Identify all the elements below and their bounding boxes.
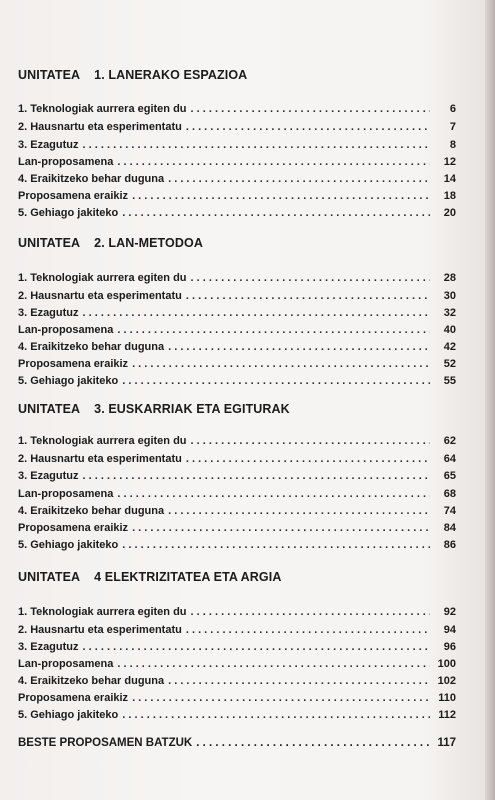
toc-entry-page: 32 [443,307,456,319]
toc-entry-label: 4. Eraikitzeko behar duguna [18,341,165,353]
toc-entry [18,121,456,137]
toc-entry-page: 8 [449,139,456,151]
toc-entry-page: 14 [443,173,456,185]
leader-dots [117,658,430,670]
leader-dots [122,207,430,219]
toc-entry-page: 12 [443,156,456,168]
toc-entry-label: 1. Teknologiak aurrera egiten du [18,103,187,115]
leader-dots [83,139,430,151]
toc-entry [18,156,456,172]
toc-entry [18,470,456,486]
leader-dots [186,290,430,302]
leader-dots [196,737,430,749]
toc-entry-label: 4. Eraikitzeko behar duguna [18,505,165,517]
toc-entry [18,358,456,374]
toc-entry-page: 110 [438,692,456,704]
leader-dots [117,156,430,168]
toc-entry-label: 5. Gehiago jakiteko [18,207,119,219]
toc-entry [18,139,456,155]
toc-entry-page: 64 [443,453,456,465]
toc-entry [18,505,456,521]
leader-dots [132,190,430,202]
unit-label: UNITATEA [18,68,81,82]
unit-heading [18,402,290,416]
toc-entry-page: 112 [438,709,456,721]
toc-entry [18,488,456,504]
toc-entry-page: 86 [443,539,456,551]
toc-entry [18,539,456,555]
toc-entry-label: 2. Hausnartu eta esperimentatu [18,453,182,465]
toc-entry [18,207,456,223]
leader-dots [186,624,430,636]
leader-dots [191,435,430,447]
extra-entry-label: BESTE PROPOSAMEN BATZUK [18,737,193,749]
toc-entry-page: 100 [437,658,456,670]
leader-dots [168,675,430,687]
toc-entry-label: 1. Teknologiak aurrera egiten du [18,272,187,284]
toc-entry-page: 55 [443,375,456,387]
toc-entry [18,658,456,674]
leader-dots [186,121,430,133]
leader-dots [83,641,430,653]
leader-dots [168,341,430,353]
toc-entry-label: 3. Ezagutuz [18,641,79,653]
toc-entry-label: 1. Teknologiak aurrera egiten du [18,435,187,447]
toc-entry-label: 3. Ezagutuz [18,307,79,319]
unit-title: 2. LAN-METODOA [94,236,203,250]
toc-entry-label: Lan-proposamena [18,488,114,500]
toc-entry [18,307,456,323]
toc-entry [18,375,456,391]
toc-entry-page: 7 [449,121,456,133]
toc-entry-label: Lan-proposamena [18,324,114,336]
unit-title: 3. EUSKARRIAK ETA EGITURAK [94,402,290,416]
toc-entry-page: 92 [443,606,456,618]
toc-entry [18,606,456,622]
toc-entry [18,675,456,691]
leader-dots [168,173,430,185]
toc-entry-page: 6 [449,103,456,115]
toc-entry-label: Proposamena eraikiz [18,522,129,534]
toc-entry-label: Proposamena eraikiz [18,692,129,704]
extra-entry [18,737,456,749]
toc-entry-label: 4. Eraikitzeko behar duguna [18,675,165,687]
toc-entry-label: 2. Hausnartu eta esperimentatu [18,121,182,133]
toc-entry [18,624,456,640]
toc-entry [18,341,456,357]
toc-entry-page: 20 [443,207,456,219]
toc-entry [18,709,456,725]
leader-dots [132,522,430,534]
leader-dots [168,505,430,517]
toc-entry-page: 84 [443,522,456,534]
toc-entry-page: 40 [443,324,456,336]
toc-entry-page: 94 [443,624,456,636]
unit-label: UNITATEA [18,570,81,584]
toc-entry-label: Lan-proposamena [18,156,114,168]
toc-entry-label: Lan-proposamena [18,658,114,670]
toc-entry-label: Proposamena eraikiz [18,190,129,202]
toc-entry [18,272,456,288]
toc-entry-label: 5. Gehiago jakiteko [18,539,119,551]
unit-heading [18,68,247,82]
leader-dots [132,358,430,370]
toc-entry-page: 96 [443,641,456,653]
leader-dots [83,307,430,319]
toc-entry [18,692,456,708]
toc-entry [18,453,456,469]
toc-entry-page: 74 [443,505,456,517]
leader-dots [117,488,430,500]
toc-entry-page: 42 [443,341,456,353]
toc-entry [18,290,456,306]
toc-entry-page: 62 [443,435,456,447]
extra-entry-page: 117 [437,737,456,749]
unit-heading [18,236,203,250]
toc-entry-page: 30 [443,290,456,302]
leader-dots [191,272,430,284]
leader-dots [122,709,430,721]
toc-entry-page: 65 [443,470,456,482]
unit-label: UNITATEA [18,236,81,250]
toc-entry [18,173,456,189]
leader-dots [122,539,430,551]
toc-entry-label: 3. Ezagutuz [18,139,79,151]
toc-entry-label: Proposamena eraikiz [18,358,129,370]
leader-dots [186,453,430,465]
unit-heading [18,570,281,584]
page-edge [485,0,495,800]
toc-entry-page: 28 [443,272,456,284]
leader-dots [83,470,430,482]
toc-entry [18,324,456,340]
leader-dots [132,692,430,704]
toc-entry-label: 5. Gehiago jakiteko [18,709,119,721]
leader-dots [117,324,430,336]
toc-entry [18,103,456,119]
unit-label: UNITATEA [18,402,81,416]
toc-entry-label: 2. Hausnartu eta esperimentatu [18,624,182,636]
toc-entry-page: 18 [443,190,456,202]
toc-entry-label: 5. Gehiago jakiteko [18,375,119,387]
toc-entry [18,190,456,206]
toc-entry [18,435,456,451]
toc-entry [18,522,456,538]
toc-entry-page: 102 [437,675,456,687]
toc-entry-label: 1. Teknologiak aurrera egiten du [18,606,187,618]
toc-entry-page: 68 [443,488,456,500]
toc-entry-label: 4. Eraikitzeko behar duguna [18,173,165,185]
toc-entry-label: 2. Hausnartu eta esperimentatu [18,290,182,302]
leader-dots [122,375,430,387]
leader-dots [191,103,430,115]
toc-entry-label: 3. Ezagutuz [18,470,79,482]
unit-title: 1. LANERAKO ESPAZIOA [94,68,248,82]
unit-title: 4 ELEKTRIZITATEA ETA ARGIA [94,570,282,584]
leader-dots [191,606,430,618]
toc-entry-page: 52 [443,358,456,370]
toc-entry [18,641,456,657]
